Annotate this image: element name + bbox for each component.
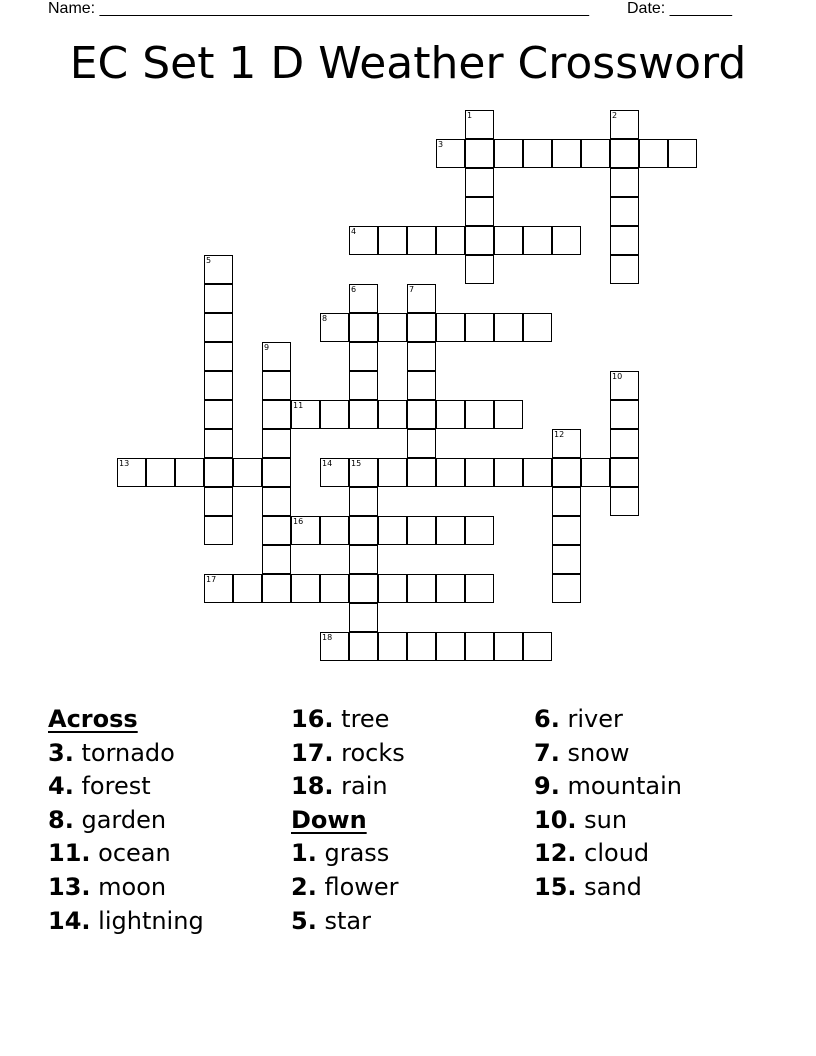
clue-column-2 bbox=[291, 703, 405, 938]
grid-cell[interactable] bbox=[407, 429, 436, 458]
grid-cell[interactable] bbox=[349, 313, 378, 342]
grid-cell[interactable] bbox=[610, 487, 639, 516]
grid-cell[interactable] bbox=[407, 342, 436, 371]
clue-item-text: rain bbox=[341, 772, 388, 801]
clue-item-number: 16. bbox=[291, 705, 334, 733]
grid-cell[interactable] bbox=[465, 168, 494, 197]
grid-cell[interactable] bbox=[204, 313, 233, 342]
clue-item-text: flower bbox=[324, 872, 399, 901]
date-blank[interactable]: _______ bbox=[669, 0, 732, 17]
clue-item-text: sun bbox=[584, 805, 628, 834]
clue-item-text: cloud bbox=[584, 839, 650, 868]
grid-cell[interactable] bbox=[494, 400, 523, 429]
grid-cell[interactable] bbox=[610, 371, 639, 400]
grid-cell[interactable] bbox=[146, 458, 175, 487]
clue-item bbox=[291, 703, 405, 737]
grid-cell[interactable] bbox=[291, 574, 320, 603]
grid-cell[interactable] bbox=[320, 632, 349, 661]
grid-cell[interactable] bbox=[117, 458, 146, 487]
grid-cell[interactable] bbox=[610, 255, 639, 284]
grid-cell[interactable] bbox=[349, 603, 378, 632]
clue-number: 3 bbox=[438, 140, 444, 149]
grid-cell[interactable] bbox=[523, 458, 552, 487]
grid-cell[interactable] bbox=[465, 516, 494, 545]
grid-cell[interactable] bbox=[262, 400, 291, 429]
grid-cell[interactable] bbox=[262, 574, 291, 603]
clue-item-number: 11. bbox=[48, 839, 91, 868]
clue-item-text: grass bbox=[324, 839, 390, 868]
grid-cell[interactable] bbox=[465, 458, 494, 487]
clue-number: 7 bbox=[409, 285, 415, 294]
clue-item bbox=[291, 905, 405, 939]
grid-cell[interactable] bbox=[610, 429, 639, 458]
grid-cell[interactable] bbox=[552, 516, 581, 545]
clue-item-number: 8. bbox=[48, 805, 74, 834]
clue-item-text: garden bbox=[81, 805, 167, 834]
date-label: Date: bbox=[627, 0, 666, 17]
grid-cell[interactable] bbox=[552, 487, 581, 516]
grid-cell[interactable] bbox=[407, 371, 436, 400]
grid-cell[interactable] bbox=[262, 516, 291, 545]
grid-cell[interactable] bbox=[407, 632, 436, 661]
grid-cell[interactable] bbox=[204, 284, 233, 313]
grid-cell[interactable] bbox=[175, 458, 204, 487]
grid-cell[interactable] bbox=[349, 400, 378, 429]
grid-cell[interactable] bbox=[465, 313, 494, 342]
clue-item-number: 10. bbox=[534, 805, 577, 834]
grid-cell[interactable] bbox=[552, 458, 581, 487]
clue-item-number: 1. bbox=[291, 839, 317, 868]
grid-cell[interactable] bbox=[233, 574, 262, 603]
grid-cell[interactable] bbox=[378, 516, 407, 545]
grid-cell[interactable] bbox=[204, 400, 233, 429]
grid-cell[interactable] bbox=[204, 487, 233, 516]
clue-item bbox=[48, 737, 204, 771]
clue-item bbox=[534, 737, 682, 771]
grid-cell[interactable] bbox=[552, 429, 581, 458]
name-label: Name: bbox=[48, 0, 96, 17]
grid-cell[interactable] bbox=[494, 458, 523, 487]
grid-cell[interactable] bbox=[465, 139, 494, 168]
grid-cell[interactable] bbox=[378, 313, 407, 342]
grid-cell[interactable] bbox=[204, 255, 233, 284]
grid-cell[interactable] bbox=[436, 574, 465, 603]
grid-cell[interactable] bbox=[204, 574, 233, 603]
grid-cell[interactable] bbox=[523, 313, 552, 342]
clue-item-number: 6. bbox=[534, 705, 560, 733]
clue-number: 1 bbox=[467, 111, 473, 120]
grid-cell[interactable] bbox=[407, 284, 436, 313]
grid-cell[interactable] bbox=[407, 226, 436, 255]
grid-cell[interactable] bbox=[262, 458, 291, 487]
clue-item-text: moon bbox=[98, 872, 167, 901]
grid-cell[interactable] bbox=[320, 458, 349, 487]
grid-cell[interactable] bbox=[262, 487, 291, 516]
grid-cell[interactable] bbox=[349, 632, 378, 661]
grid-cell[interactable] bbox=[436, 139, 465, 168]
grid-cell[interactable] bbox=[320, 400, 349, 429]
clue-item-text: ocean bbox=[98, 839, 171, 868]
grid-cell[interactable] bbox=[204, 429, 233, 458]
grid-cell[interactable] bbox=[494, 313, 523, 342]
clue-number: 16 bbox=[293, 517, 304, 526]
clue-item-text: tornado bbox=[81, 738, 175, 767]
grid-cell[interactable] bbox=[378, 226, 407, 255]
clue-number: 10 bbox=[612, 372, 623, 381]
clue-item-number: 17. bbox=[291, 738, 334, 767]
grid-cell[interactable] bbox=[378, 400, 407, 429]
grid-cell[interactable] bbox=[349, 487, 378, 516]
grid-cell[interactable] bbox=[320, 574, 349, 603]
clue-number: 4 bbox=[351, 227, 357, 236]
grid-cell[interactable] bbox=[465, 255, 494, 284]
grid-cell[interactable] bbox=[523, 226, 552, 255]
grid-cell[interactable] bbox=[668, 139, 697, 168]
grid-cell[interactable] bbox=[320, 516, 349, 545]
clue-item-number: 18. bbox=[291, 772, 334, 801]
clue-column-3 bbox=[534, 703, 682, 905]
clue-item bbox=[534, 703, 682, 737]
grid-cell[interactable] bbox=[552, 574, 581, 603]
grid-cell[interactable] bbox=[436, 516, 465, 545]
grid-cell[interactable] bbox=[204, 371, 233, 400]
grid-cell[interactable] bbox=[349, 545, 378, 574]
clue-number: 17 bbox=[206, 575, 217, 584]
clue-number: 12 bbox=[554, 430, 565, 439]
clue-item-text: rocks bbox=[341, 738, 405, 767]
grid-cell[interactable] bbox=[552, 545, 581, 574]
grid-cell[interactable] bbox=[465, 197, 494, 226]
grid-cell[interactable] bbox=[610, 139, 639, 168]
section-heading-text: Across bbox=[48, 705, 138, 733]
clue-item-text: snow bbox=[567, 738, 630, 767]
clue-number: 11 bbox=[293, 401, 304, 410]
clue-column-1 bbox=[48, 703, 204, 938]
clue-item-text: mountain bbox=[567, 772, 682, 801]
clue-item-text: river bbox=[567, 705, 623, 733]
section-heading bbox=[48, 703, 204, 737]
grid-cell[interactable] bbox=[233, 458, 262, 487]
grid-cell[interactable] bbox=[378, 574, 407, 603]
grid-cell[interactable] bbox=[262, 342, 291, 371]
section-heading bbox=[291, 804, 405, 838]
grid-cell[interactable] bbox=[349, 516, 378, 545]
grid-cell[interactable] bbox=[204, 458, 233, 487]
grid-cell[interactable] bbox=[436, 458, 465, 487]
grid-cell[interactable] bbox=[291, 400, 320, 429]
section-heading-text: Down bbox=[291, 805, 367, 834]
grid-cell[interactable] bbox=[204, 516, 233, 545]
grid-cell[interactable] bbox=[610, 168, 639, 197]
clue-item bbox=[291, 770, 405, 804]
clue-number: 15 bbox=[351, 459, 362, 468]
grid-cell[interactable] bbox=[262, 371, 291, 400]
grid-cell[interactable] bbox=[610, 110, 639, 139]
clue-item bbox=[534, 871, 682, 905]
clue-item-number: 7. bbox=[534, 738, 560, 767]
clue-item bbox=[48, 905, 204, 939]
clue-item bbox=[534, 804, 682, 838]
grid-cell[interactable] bbox=[378, 632, 407, 661]
clue-item-text: sand bbox=[584, 872, 642, 901]
grid-cell[interactable] bbox=[610, 458, 639, 487]
clue-item bbox=[48, 804, 204, 838]
grid-cell[interactable] bbox=[407, 400, 436, 429]
grid-cell[interactable] bbox=[610, 197, 639, 226]
grid-cell[interactable] bbox=[639, 139, 668, 168]
grid-cell[interactable] bbox=[407, 458, 436, 487]
grid-cell[interactable] bbox=[436, 632, 465, 661]
grid-cell[interactable] bbox=[349, 226, 378, 255]
grid-cell[interactable] bbox=[407, 313, 436, 342]
clue-item bbox=[291, 737, 405, 771]
grid-cell[interactable] bbox=[262, 545, 291, 574]
clue-item-text: forest bbox=[81, 772, 151, 801]
grid-cell[interactable] bbox=[436, 226, 465, 255]
clue-item-number: 12. bbox=[534, 839, 577, 868]
grid-cell[interactable] bbox=[349, 458, 378, 487]
grid-cell[interactable] bbox=[378, 458, 407, 487]
clue-item-number: 5. bbox=[291, 906, 317, 935]
clue-item-number: 14. bbox=[48, 906, 91, 935]
grid-cell[interactable] bbox=[349, 342, 378, 371]
clue-item-number: 13. bbox=[48, 872, 91, 901]
clue-number: 2 bbox=[612, 111, 618, 120]
grid-cell[interactable] bbox=[349, 284, 378, 313]
grid-cell[interactable] bbox=[465, 400, 494, 429]
name-blank[interactable]: _______________________________________________________ bbox=[99, 0, 589, 17]
clue-item-number: 15. bbox=[534, 872, 577, 901]
clue-item bbox=[48, 871, 204, 905]
grid-cell[interactable] bbox=[407, 516, 436, 545]
clue-item bbox=[48, 837, 204, 871]
grid-cell[interactable] bbox=[349, 574, 378, 603]
clue-item-text: lightning bbox=[98, 906, 204, 935]
page-title: EC Set 1 D Weather Crossword bbox=[69, 38, 747, 89]
grid-cell[interactable] bbox=[465, 632, 494, 661]
grid-cell[interactable] bbox=[581, 458, 610, 487]
clue-item bbox=[48, 770, 204, 804]
clue-item-text: tree bbox=[341, 705, 390, 733]
clue-number: 5 bbox=[206, 256, 212, 265]
grid-cell[interactable] bbox=[407, 574, 436, 603]
clue-item-text: star bbox=[324, 906, 371, 935]
grid-cell[interactable] bbox=[494, 226, 523, 255]
clue-item-number: 9. bbox=[534, 772, 560, 801]
grid-cell[interactable] bbox=[436, 400, 465, 429]
clue-item bbox=[291, 837, 405, 871]
clue-item bbox=[534, 837, 682, 871]
grid-cell[interactable] bbox=[465, 110, 494, 139]
grid-cell[interactable] bbox=[581, 139, 610, 168]
grid-cell[interactable] bbox=[610, 226, 639, 255]
grid-cell[interactable] bbox=[291, 516, 320, 545]
clue-item-number: 4. bbox=[48, 772, 74, 801]
grid-cell[interactable] bbox=[494, 139, 523, 168]
grid-cell[interactable] bbox=[204, 342, 233, 371]
clue-number: 9 bbox=[264, 343, 270, 352]
clue-item-number: 2. bbox=[291, 872, 317, 901]
grid-cell[interactable] bbox=[494, 632, 523, 661]
grid-cell[interactable] bbox=[262, 429, 291, 458]
grid-cell[interactable] bbox=[610, 400, 639, 429]
clue-number: 13 bbox=[119, 459, 130, 468]
clue-item bbox=[534, 770, 682, 804]
clue-number: 8 bbox=[322, 314, 328, 323]
clue-number: 6 bbox=[351, 285, 357, 294]
clue-number: 18 bbox=[322, 633, 333, 642]
grid-cell[interactable] bbox=[436, 313, 465, 342]
grid-cell[interactable] bbox=[320, 313, 349, 342]
clue-number: 14 bbox=[322, 459, 333, 468]
clue-item-number: 3. bbox=[48, 738, 74, 767]
grid-cell[interactable] bbox=[523, 139, 552, 168]
grid-cell[interactable] bbox=[349, 371, 378, 400]
grid-cell[interactable] bbox=[552, 226, 581, 255]
grid-cell[interactable] bbox=[465, 226, 494, 255]
grid-cell[interactable] bbox=[552, 139, 581, 168]
grid-cell[interactable] bbox=[465, 574, 494, 603]
clue-item bbox=[291, 871, 405, 905]
grid-cell[interactable] bbox=[523, 632, 552, 661]
